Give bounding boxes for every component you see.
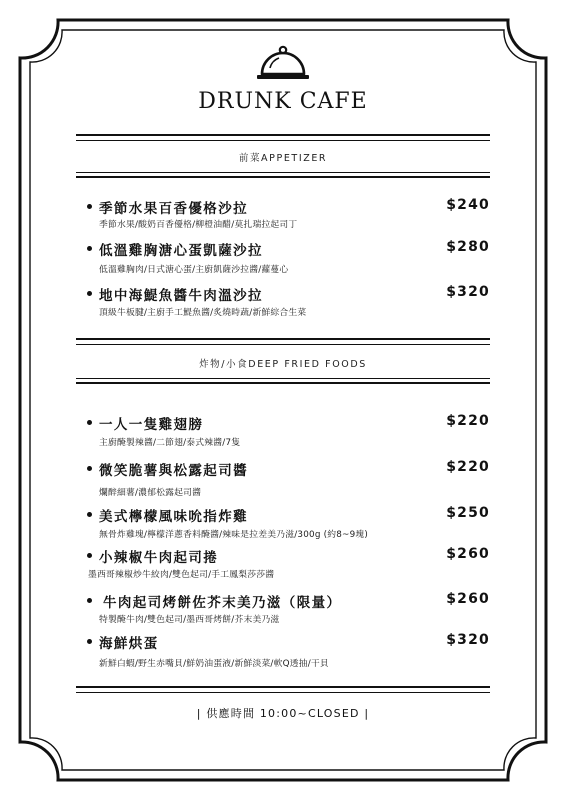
menu-item-name: 季節水果百香優格沙拉	[99, 201, 248, 217]
bullet-icon	[87, 598, 92, 603]
bullet-icon	[87, 639, 92, 644]
bullet-icon	[87, 466, 92, 471]
menu-item-desc: 墨西哥辣椒炒牛絞肉/雙色起司/手工鳳梨莎莎醬	[88, 570, 275, 580]
menu-item-desc: 特製醃牛肉/雙色起司/墨西哥烤餅/芥末美乃滋	[99, 615, 280, 625]
menu-item-price: $220	[446, 413, 490, 429]
menu-item-name: 美式檸檬風味吮指炸雞	[99, 509, 248, 525]
menu-item-price: $220	[446, 459, 490, 475]
menu-item-desc: 季節水果/酸奶百香優格/柳橙油醋/莫扎瑞拉起司丁	[99, 220, 298, 230]
menu-item-desc: 頂級牛板腱/主廚手工鯷魚醬/炙燒時蔬/新鮮綜合生菜	[99, 308, 307, 318]
menu-item-price: $250	[446, 505, 490, 521]
menu-item-desc: 無骨炸雞塊/檸檬洋蔥香料醃醬/辣味是拉差美乃滋/300g (約8~9塊)	[99, 530, 369, 540]
bullet-icon	[87, 553, 92, 558]
bullet-icon	[87, 420, 92, 425]
section-divider	[76, 176, 490, 178]
menu-item-desc: 主廚醃製辣醬/二節翅/泰式辣醬/7隻	[99, 438, 241, 448]
menu-item-desc: 低溫雞胸肉/日式溏心蛋/主廚凱薩沙拉醬/蘿蔓心	[99, 265, 289, 275]
menu-item-name: 海鮮烘蛋	[99, 636, 159, 652]
bullet-icon	[87, 291, 92, 296]
bullet-icon	[87, 204, 92, 209]
section-divider	[76, 686, 490, 688]
menu-item-desc: 新鮮白蝦/野生赤嘴貝/鮮奶油蛋液/新鮮淡菜/軟Q透抽/干貝	[99, 659, 329, 669]
section-divider	[76, 172, 490, 173]
bullet-icon	[87, 512, 92, 517]
section-divider	[76, 692, 490, 693]
section-title-fried-foods: 炸物/小食DEEP FRIED FOODS	[199, 359, 367, 370]
menu-item-name: 牛肉起司烤餅佐芥末美乃滋（限量）	[103, 595, 342, 611]
menu-item-price: $320	[446, 284, 490, 300]
bullet-icon	[87, 246, 92, 251]
cloche-icon	[253, 44, 313, 84]
menu-item-price: $260	[446, 591, 490, 607]
section-divider	[76, 344, 490, 345]
menu-item-price: $260	[446, 546, 490, 562]
opening-hours: | 供應時間 10:00~CLOSED |	[196, 707, 370, 720]
cafe-title: DRUNK CAFE	[198, 89, 368, 114]
section-divider	[76, 382, 490, 384]
menu-item-name: 小辣椒牛肉起司捲	[99, 550, 219, 566]
menu-item-name: 地中海鯷魚醬牛肉溫沙拉	[99, 288, 263, 304]
section-title-appetizer: 前菜APPETIZER	[238, 153, 328, 164]
menu-item-desc: 爛醉細薯/濃郁松露起司醬	[99, 488, 202, 498]
section-divider	[76, 134, 490, 136]
section-divider	[76, 140, 490, 141]
section-divider	[76, 378, 490, 379]
menu-item-price: $240	[446, 197, 490, 213]
section-divider	[76, 338, 490, 340]
menu-item-name: 微笑脆薯與松露起司醬	[99, 463, 248, 479]
menu-item-name: 一人一隻雞翅膀	[99, 417, 204, 433]
menu-item-price: $280	[446, 239, 490, 255]
menu-item-name: 低溫雞胸溏心蛋凱薩沙拉	[99, 243, 263, 259]
menu-item-price: $320	[446, 632, 490, 648]
